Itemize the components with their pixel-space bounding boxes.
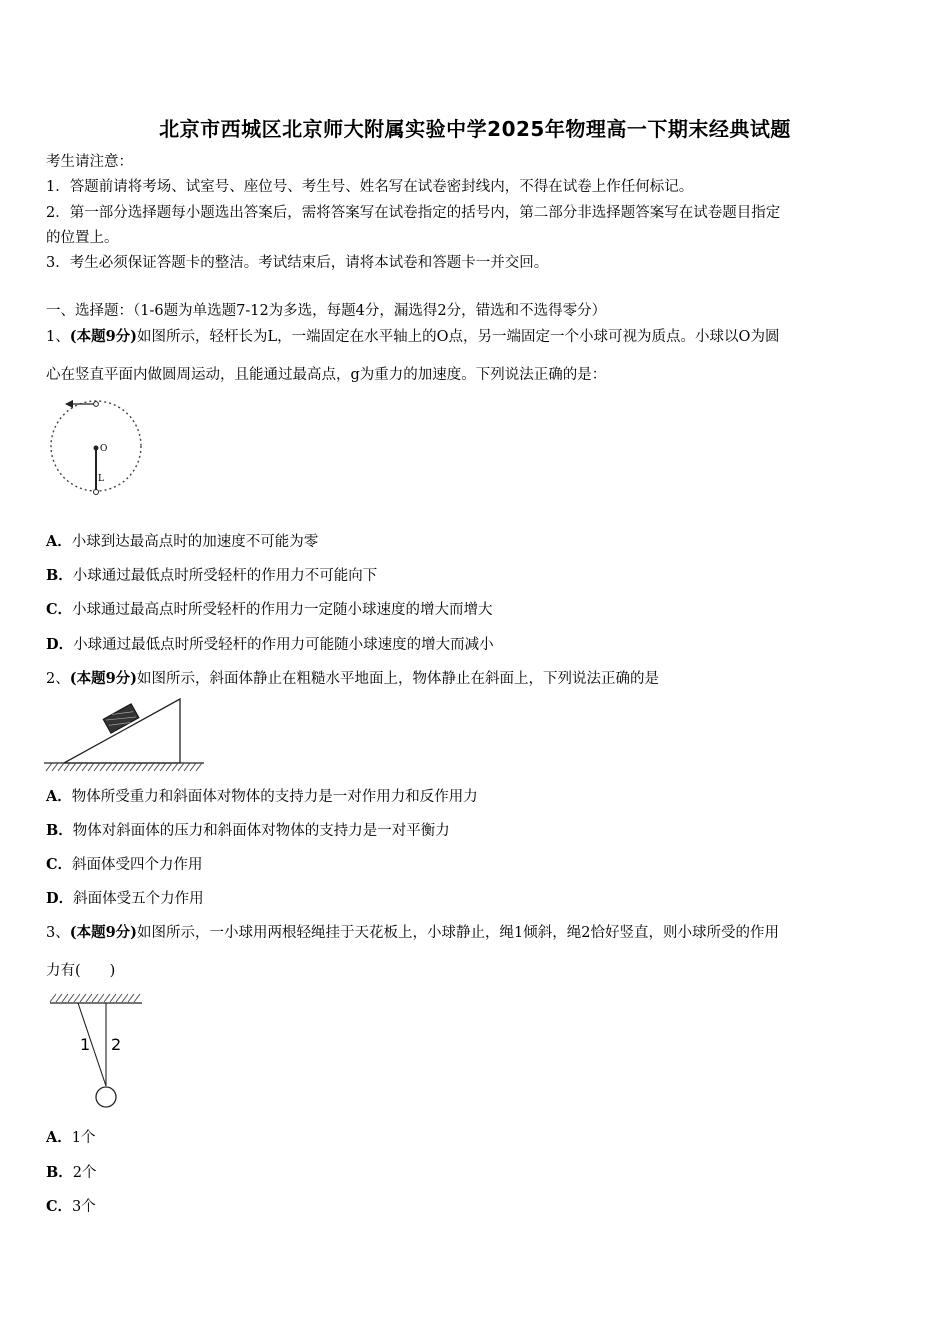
option-a: A．物体所受重力和斜面体对物体的支持力是一对作用力和反作用力 (46, 788, 478, 805)
question-score: (本题9分) (69, 670, 138, 687)
ground-hatch (46, 763, 202, 771)
question-1-stem (46, 327, 779, 347)
question-number: 1、 (46, 329, 70, 345)
question-text: 如图所示，轻杆长为L，一端固定在水平轴上的O点，另一端固定一个小球可视为质点。小球以O为圆 (137, 329, 780, 345)
notice-item: 3．考生必须保证答题卡的整洁。考试结束后，请将本试卷和答题卡一并交回。 (46, 255, 549, 271)
notice-item: 的位置上。 (46, 230, 119, 246)
question-2-stem (46, 669, 659, 689)
label-l: L (98, 474, 104, 484)
label-o: O (100, 444, 108, 454)
option-d: D．小球通过最低点时所受轻杆的作用力可能随小球速度的增大而减小 (46, 636, 494, 653)
option-a: A．小球到达最高点时的加速度不可能为零 (46, 533, 319, 550)
arrow-head-icon (65, 400, 73, 408)
notice-item: 1．答题前请将考场、试室号、座位号、考生号、姓名写在试卷密封线内，不得在试卷上作任何标记。 (46, 179, 694, 195)
hanging-ball-figure (50, 994, 144, 1112)
question-score: (本题9分) (69, 924, 138, 941)
question-number: 2、 (46, 671, 70, 687)
option-c: C．小球通过最高点时所受轻杆的作用力一定随小球速度的增大而增大 (46, 601, 493, 618)
ball (94, 490, 99, 495)
question-number: 3、 (46, 925, 70, 941)
pivot-point (94, 446, 99, 451)
question-1-stem-cont: 心在竖直平面内做圆周运动，且能通过最高点，g为重力的加速度。下列说法正确的是： (46, 367, 607, 383)
option-b: B．小球通过最低点时所受轻杆的作用力不可能向下 (46, 567, 378, 584)
page-title: 北京市西城区北京师大附属实验中学2025年物理高一下期末经典试题 (159, 117, 791, 141)
question-score: (本题9分) (69, 328, 138, 345)
ball-top (94, 402, 99, 407)
question-text: 如图所示，一小球用两根轻绳挂于天花板上，小球静止，绳1倾斜，绳2恰好竖直，则小球所受的作用 (137, 925, 779, 941)
circular-motion-figure (46, 396, 146, 500)
question-3-stem-cont: 力有( ) (46, 963, 116, 979)
option-d: D．斜面体受五个力作用 (46, 890, 204, 907)
option-c: C．3个 (46, 1198, 96, 1215)
block-on-incline (103, 704, 139, 734)
option-c: C．斜面体受四个力作用 (46, 856, 203, 873)
rope-1-label: 1 (80, 1035, 91, 1054)
option-b: B．物体对斜面体的压力和斜面体对物体的支持力是一对平衡力 (46, 822, 450, 839)
notice-item: 2．第一部分选择题每小题选出答案后，需将答案写在试卷指定的括号内，第二部分非选择题答案写在试卷题目指定 (46, 205, 781, 221)
incline-figure (44, 697, 206, 775)
question-text: 如图所示，斜面体静止在粗糙水平地面上，物体静止在斜面上，下列说法正确的是 (137, 671, 660, 687)
option-b: B．2个 (46, 1164, 97, 1181)
section-heading: 一、选择题：（1-6题为单选题7-12为多选，每题4分，漏选得2分，错选和不选得零分） (46, 303, 607, 319)
hanging-ball (96, 1087, 116, 1107)
rope-2-label: 2 (111, 1035, 122, 1054)
option-a: A．1个 (46, 1129, 96, 1146)
question-3-stem (46, 923, 779, 943)
notice-heading: 考生请注意： (46, 154, 133, 170)
